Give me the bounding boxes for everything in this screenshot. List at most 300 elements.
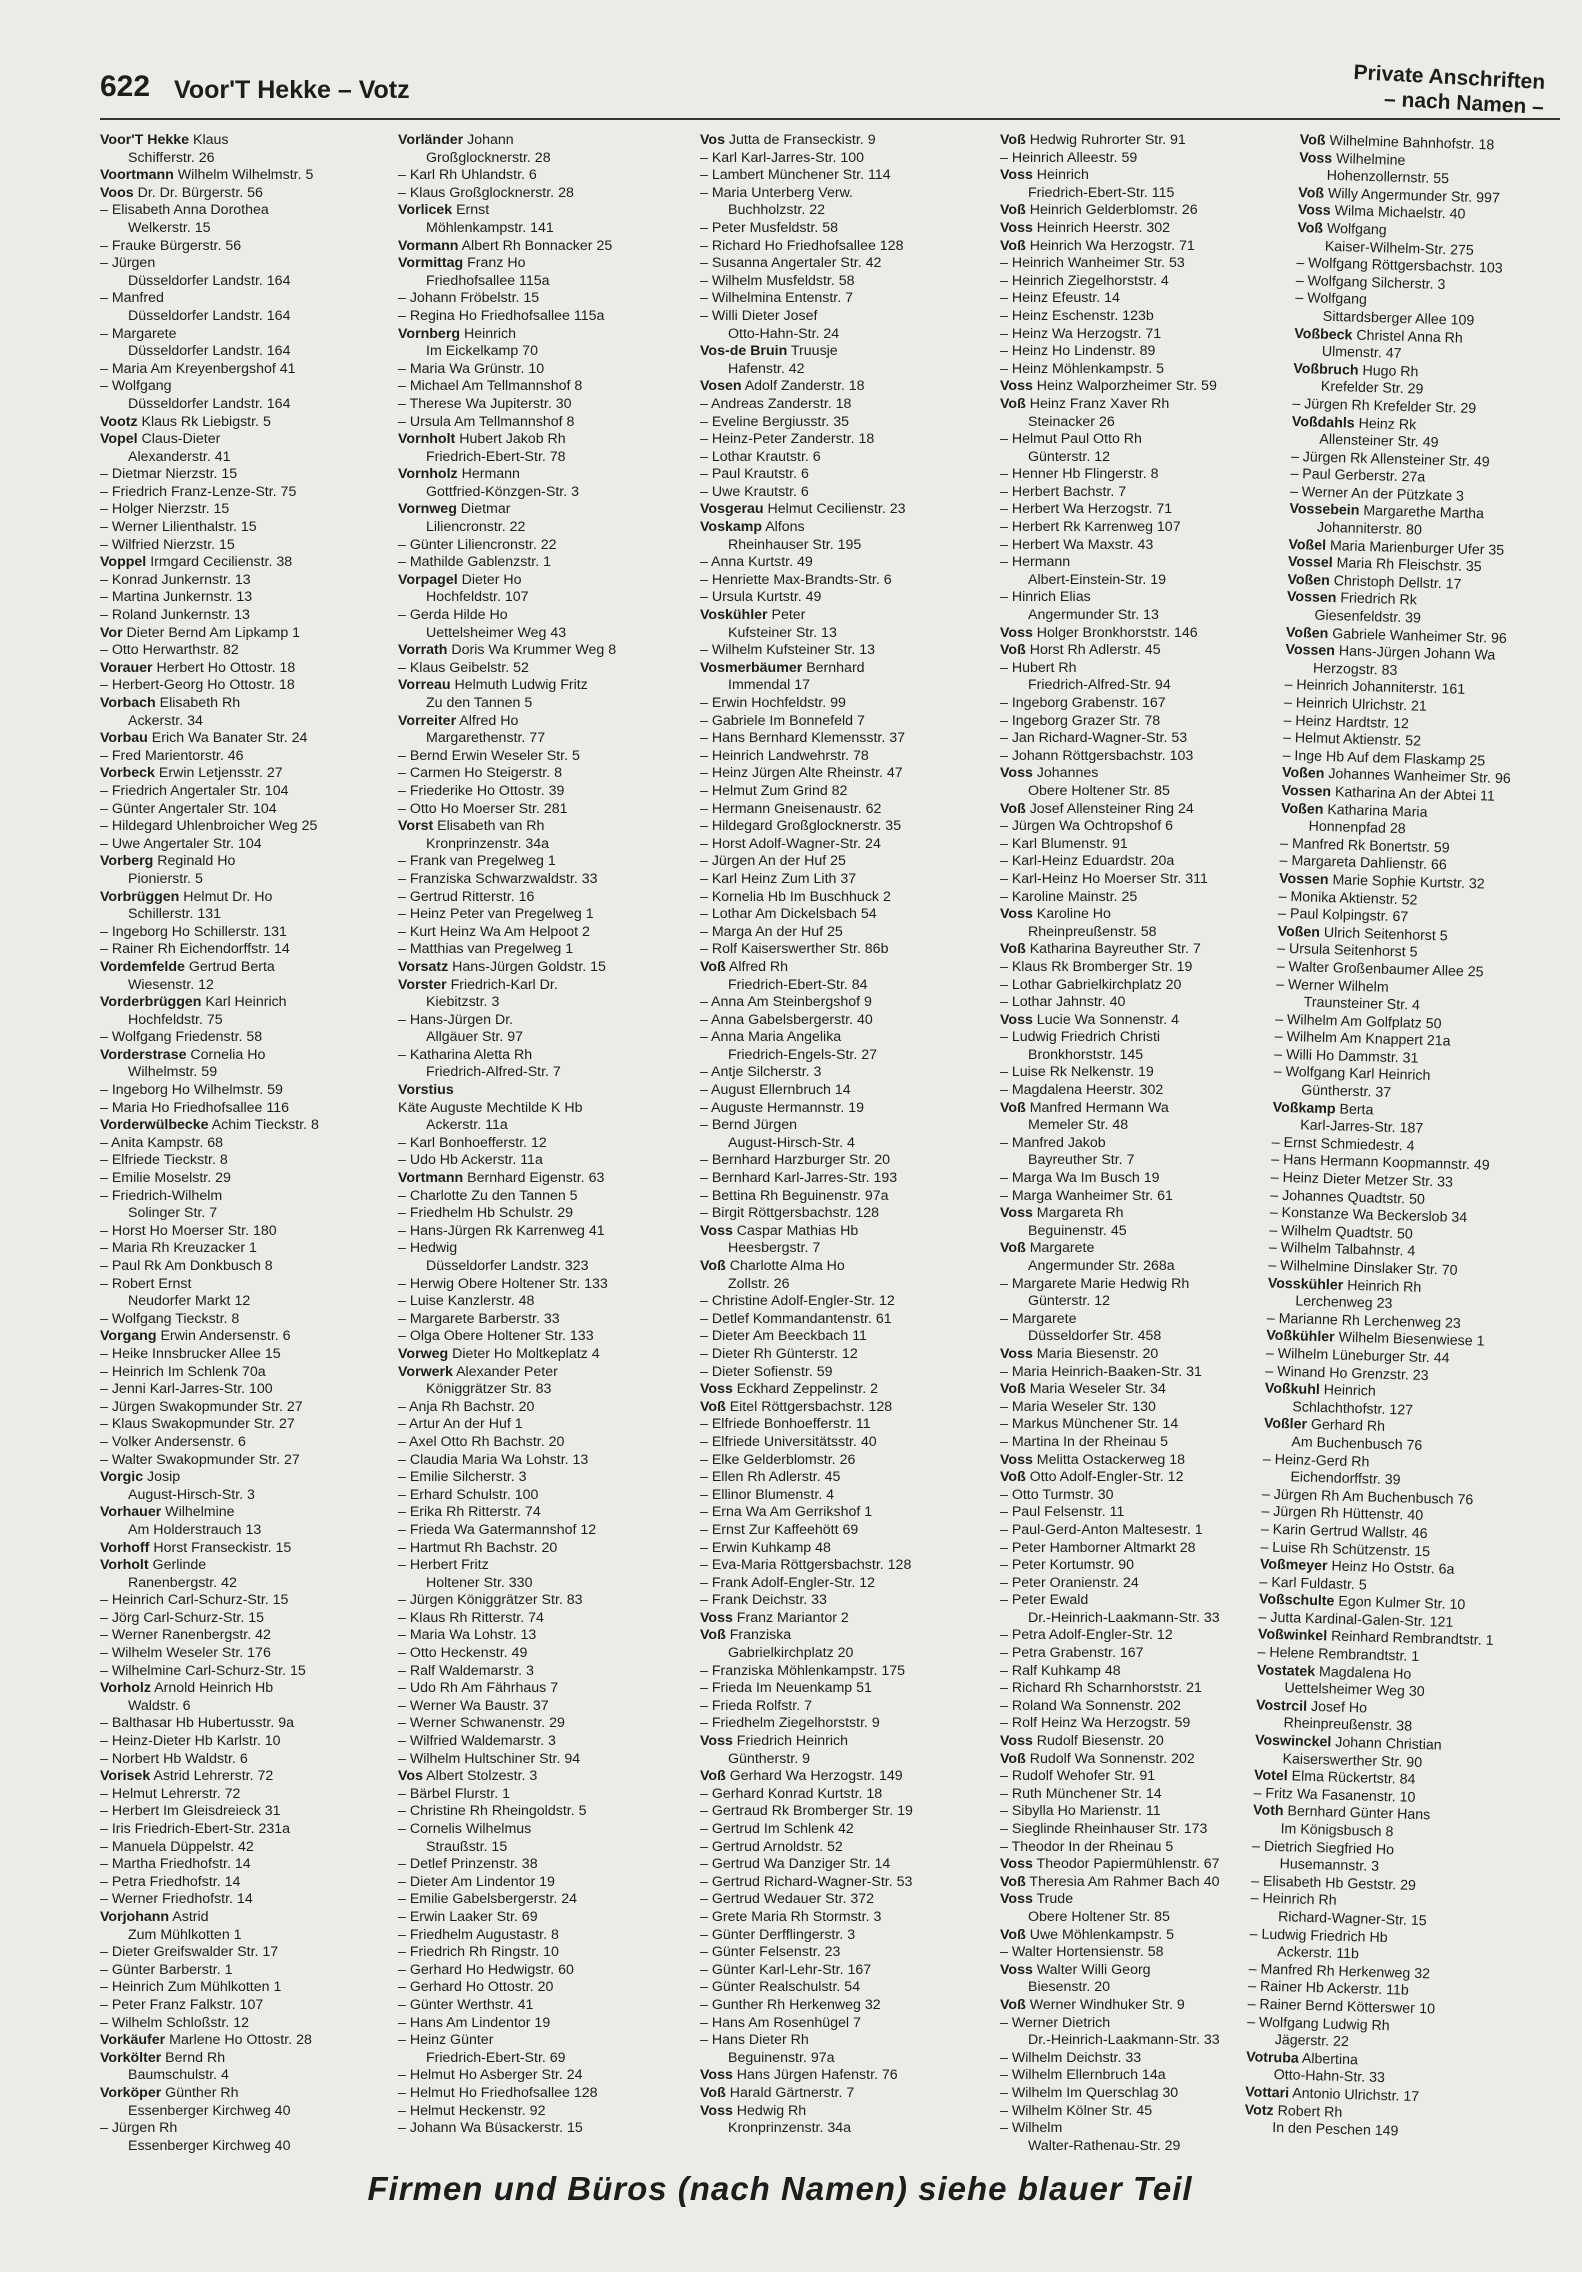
entry-text: Voss Heinz Walporzheimer Str. 59: [1000, 378, 1217, 395]
directory-entry: [700, 1768, 982, 1786]
entry-text: Voßwinkel Reinhard Rembrandtstr. 1: [1257, 1626, 1494, 1650]
entry-text: – Wilhelm Deichstr. 33: [1000, 2049, 1142, 2066]
directory-entry: [1000, 1346, 1282, 1364]
directory-entry: [700, 836, 982, 854]
directory-entry: [700, 1487, 982, 1505]
entry-address: Zum Mühlkotten 1: [128, 1926, 242, 1943]
directory-entry: [398, 2015, 680, 2033]
entry-text: Voss Hedwig Rh: [700, 2102, 807, 2119]
entry-text: – Bernd Erwin Weseler Str. 5: [398, 747, 580, 764]
directory-entry: [100, 1381, 382, 1399]
entry-text: – Helmut Lehrerstr. 72: [100, 1785, 241, 1802]
directory-entry: [700, 2015, 982, 2033]
entry-text: – Wilhelm Quadtstr. 50: [1269, 1222, 1414, 1243]
entry-text: – Wilhelm Lüneburger Str. 44: [1265, 1345, 1450, 1367]
entry-text: – Günter Derfflingerstr. 3: [700, 1926, 856, 1943]
entry-address: Friedrich-Engels-Str. 27: [728, 1046, 878, 1063]
entry-text: – Paul Felsenstr. 11: [1000, 1504, 1125, 1521]
entry-text: Vosmerbäumer Bernhard: [700, 659, 865, 676]
entry-text: – Maria Unterberg Verw.: [700, 184, 853, 201]
directory-entry: [700, 484, 982, 502]
entry-text: – Wolfgang: [100, 378, 172, 395]
entry-text: – Franziska Möhlenkampstr. 175: [700, 1662, 906, 1679]
entry-text: – Otto Heckenstr. 49: [398, 1645, 528, 1662]
entry-address: Biesenstr. 20: [1028, 1979, 1111, 1996]
entry-text: – Margareta Dahlienstr. 66: [1279, 853, 1447, 874]
directory-entry: [700, 1416, 982, 1434]
directory-entry: [700, 519, 982, 554]
entry-text: – Roland Junkernstr. 13: [100, 607, 250, 624]
entry-text: – Ingeborg Ho Wilhelmstr. 59: [100, 1082, 283, 1099]
entry-address: Kaiserswerther Str. 90: [1282, 1750, 1423, 1771]
directory-entry: [100, 1452, 382, 1470]
entry-text: – Ralf Kuhkamp 48: [1000, 1662, 1121, 1679]
directory-entry: [1000, 2050, 1282, 2068]
entry-address: Am Holderstrauch 13: [128, 1521, 262, 1538]
entry-text: – Rainer Bernd Kötterswег 10: [1247, 1996, 1436, 2018]
entry-text: – Gunther Rh Herkenweg 32: [700, 1996, 881, 2013]
entry-address: Rheinpreußenstr. 58: [1028, 923, 1157, 940]
directory-entry: [100, 1135, 382, 1153]
entry-address: Richard-Wagner-Str. 15: [1277, 1909, 1427, 1930]
directory-entry: [1000, 361, 1282, 379]
directory-entry: [700, 1152, 982, 1170]
entry-text: – Hans Am Rosenhügel 7: [700, 2014, 861, 2031]
directory-entry: [1000, 519, 1282, 537]
directory-entry: [700, 431, 982, 449]
directory-entry: [700, 449, 982, 467]
directory-entry: [398, 1680, 680, 1698]
directory-entry: [398, 1135, 680, 1153]
directory-entry: [1000, 1434, 1282, 1452]
directory-entry: [1000, 1504, 1282, 1522]
directory-entry: [700, 1188, 982, 1206]
entry-text: – Hans Bernhard Klemensstr. 37: [700, 730, 906, 747]
directory-entry: [398, 1909, 680, 1927]
entry-text: – Auguste Hermannstr. 19: [700, 1099, 865, 1116]
entry-text: – Martina Junkernstr. 13: [100, 589, 253, 606]
entry-text: – Wolfgang Röttgersbachstr. 103: [1296, 255, 1503, 277]
entry-address: Hohenzollernstr. 55: [1326, 167, 1450, 188]
entry-text: Voos Dr. Dr. Bürgerstr. 56: [100, 184, 263, 201]
entry-text: – Lothar Krautstr. 6: [700, 448, 821, 465]
directory-entry: [1000, 1399, 1282, 1417]
directory-entry: [398, 202, 680, 237]
entry-text: – Henriette Max-Brandts-Str. 6: [700, 571, 892, 588]
entry-text: – Frieda Wa Gatermannshof 12: [398, 1521, 597, 1538]
entry-text: Voskühler Peter: [700, 607, 806, 624]
directory-entry: [398, 1891, 680, 1909]
entry-text: – Heinz Eschenstr. 123b: [1000, 307, 1154, 324]
entry-text: – Friedhelm Ziegelhorststr. 9: [700, 1715, 880, 1732]
directory-entry: [700, 1979, 982, 1997]
directory-entry: [700, 185, 982, 220]
directory-entry: [100, 1328, 382, 1346]
directory-entry: [100, 1768, 382, 1786]
entry-text: Voßler Gerhard Rh: [1263, 1415, 1386, 1436]
entry-text: – Claudia Maria Wa Lohstr. 13: [398, 1451, 589, 1468]
entry-text: Vorberg Reginald Ho: [100, 853, 236, 870]
directory-entry: [700, 1698, 982, 1716]
directory-entry: [700, 1434, 982, 1452]
directory-entry: [398, 2032, 680, 2067]
entry-text: – Detlef Prinzenstr. 38: [398, 1856, 538, 1873]
entry-text: Vorster Friedrich-Karl Dr.: [398, 976, 558, 993]
entry-text: – Anna Maria Angelika: [700, 1029, 842, 1046]
entry-text: – Hildegard Großglocknerstr. 35: [700, 818, 902, 835]
entry-text: – Wilhelmine Carl-Schurz-Str. 15: [100, 1662, 306, 1679]
entry-address: Obere Holtener Str. 85: [1028, 1908, 1170, 1925]
entry-text: – Elfriede Tieckstr. 8: [100, 1152, 228, 1169]
directory-entry: [700, 414, 982, 432]
directory-entry: [1000, 1029, 1282, 1064]
entry-text: – Günter Barberstr. 1: [100, 1961, 233, 1978]
entry-text: Voß Gerhard Wa Herzogstr. 149: [700, 1768, 903, 1785]
page-title: Voor'T Hekke – Votz: [174, 76, 410, 104]
entry-text: – Kurt Heinz Wa Am Helpoot 2: [398, 923, 590, 940]
entry-address: Solinger Str. 7: [128, 1205, 218, 1222]
directory-entry: [700, 589, 982, 607]
entry-address: Königgrätzer Str. 83: [426, 1381, 552, 1398]
entry-text: – Cornelis Wilhelmus: [398, 1821, 532, 1837]
entry-text: – Marga Wanheimer Str. 61: [1000, 1187, 1173, 1204]
directory-entry: [398, 1012, 680, 1047]
entry-text: – Theodor In der Rheinau 5: [1000, 1838, 1174, 1855]
directory-entry: [100, 765, 382, 783]
entry-text: Voßmeyer Heinz Ho Oststr. 6a: [1259, 1556, 1455, 1578]
directory-entry: [100, 167, 382, 185]
entry-text: – Werner Wa Baustr. 37: [398, 1697, 549, 1714]
entry-text: Voßen Katharina Maria: [1280, 800, 1428, 821]
entry-text: – Dietmar Nierzstr. 15: [100, 466, 238, 483]
entry-text: – Detlef Kommandantenstr. 61: [700, 1310, 892, 1327]
directory-entry: [398, 1188, 680, 1206]
directory-entry: [100, 1803, 382, 1821]
entry-address: Otto-Hahn-Str. 24: [728, 325, 840, 342]
entry-text: – Christine Rh Rheingoldstr. 5: [398, 1803, 587, 1820]
directory-entry: [700, 1540, 982, 1558]
entry-text: – Klaus Großglocknerstr. 28: [398, 184, 574, 201]
directory-entry: [1000, 396, 1282, 431]
entry-text: – Friedrich Franz-Lenze-Str. 75: [100, 483, 297, 500]
directory-entry: [700, 1627, 982, 1662]
directory-entry: [1000, 1100, 1282, 1135]
entry-text: – Friedrich Angertaler Str. 104: [100, 782, 289, 799]
directory-column-5: [1244, 132, 1582, 2140]
entry-text: Voß Willy Angermunder Str. 997: [1298, 184, 1501, 207]
entry-address: Günterstr. 12: [1028, 1293, 1111, 1310]
entry-text: – Robert Ernst: [100, 1275, 192, 1292]
entry-text: – Anja Rh Bachstr. 20: [398, 1398, 535, 1415]
entry-text: Vossen Friedrich Rk: [1286, 589, 1418, 609]
entry-text: Vorpagel Dieter Ho: [398, 571, 522, 588]
directory-entry: [1000, 2103, 1282, 2121]
directory-entry: [100, 853, 382, 888]
entry-text: – Dieter Am Lindentor 19: [398, 1873, 555, 1890]
directory-entry: [700, 1944, 982, 1962]
directory-entry: [100, 414, 382, 432]
section-label-line1: Private Anschriften: [1353, 60, 1546, 94]
directory-entry: [398, 2067, 680, 2085]
entry-address: Ackerstr. 34: [128, 712, 203, 729]
entry-text: – Jenni Karl-Jarres-Str. 100: [100, 1381, 273, 1398]
entry-text: – Gerhard Ho Hedwigstr. 60: [398, 1961, 574, 1978]
entry-text: – Hildegard Uhlenbroicher Weg 25: [100, 818, 318, 835]
entry-text: – Friedhelm Augustastr. 8: [398, 1926, 559, 1943]
directory-entry: [398, 1698, 680, 1716]
directory-entry: [700, 1170, 982, 1188]
entry-text: – Wolfgang Ludwig Rh: [1246, 2013, 1390, 2034]
entry-text: Vorbeck Erwin Letjensstr. 27: [100, 765, 283, 782]
directory-entry: [1000, 959, 1282, 977]
entry-text: – Gertrud Arnoldstr. 52: [700, 1838, 843, 1855]
entry-text: – Herbert Fritz: [398, 1557, 489, 1574]
entry-text: – Friedhelm Hb Schulstr. 29: [398, 1205, 574, 1222]
entry-text: – Heinrich Ulrichstr. 21: [1283, 694, 1427, 715]
directory-entry: [398, 977, 680, 1012]
entry-text: – Volker Andersenstr. 6: [100, 1433, 246, 1450]
entry-address: Heesbergstr. 7: [728, 1240, 821, 1257]
entry-address: Essenberger Kirchweg 40: [128, 2137, 291, 2154]
directory-entry: [398, 414, 680, 432]
entry-text: Voss Franz Mariantor 2: [700, 1609, 849, 1626]
entry-text: – Peter Hamborner Altmarkt 28: [1000, 1539, 1196, 1556]
directory-entry: [1000, 1364, 1282, 1382]
entry-text: – Ludwig Friedrich Hb: [1249, 1925, 1388, 1946]
directory-entry: [398, 1487, 680, 1505]
directory-entry: [398, 1645, 680, 1663]
entry-text: – Marianne Rh Lerchenweg 23: [1266, 1310, 1462, 1332]
entry-address: Holtener Str. 330: [426, 1574, 533, 1591]
directory-entry: [398, 1346, 680, 1364]
entry-text: – Margarete Marie Hedwig Rh: [1000, 1275, 1190, 1292]
directory-entry: [1000, 836, 1282, 854]
entry-text: Vornweg Dietmar: [398, 501, 511, 518]
entry-text: Vorjohann Astrid: [100, 1908, 209, 1925]
entry-text: – Hermann: [1000, 554, 1071, 571]
directory-entry: [100, 1557, 382, 1592]
entry-text: – Peter Ewald: [1000, 1592, 1089, 1609]
entry-address: Günterstr. 12: [1028, 448, 1111, 465]
entry-text: – Udo Hb Ackerstr. 11a: [398, 1152, 543, 1169]
entry-text: – Iris Friedrich-Ebert-Str. 231a: [100, 1821, 291, 1837]
directory-entry: [398, 1522, 680, 1540]
directory-entry: [100, 660, 382, 678]
directory-entry: [1000, 2085, 1282, 2103]
entry-text: – Emilie Gabelsbergerstr. 24: [398, 1891, 578, 1908]
entry-text: Voß Heinrich Wa Herzogstr. 71: [1000, 237, 1195, 254]
directory-entry: [100, 783, 382, 801]
entry-text: – Winand Ho Grenzstr. 23: [1265, 1363, 1429, 1384]
entry-text: – Manfred: [100, 290, 164, 307]
entry-text: – Karl Karl-Jarres-Str. 100: [700, 149, 865, 166]
directory-entry: [700, 1733, 982, 1768]
entry-text: – Erna Wa Am Gerrikshof 1: [700, 1504, 873, 1521]
entry-text: – Heinz Möhlenkampstr. 5: [1000, 360, 1165, 377]
directory-entry: [1000, 1786, 1282, 1804]
directory-entry: [700, 554, 982, 572]
entry-address: Im Eickelkamp 70: [426, 343, 538, 360]
directory-entry: [700, 959, 982, 994]
directory-entry: [100, 290, 382, 325]
directory-entry: [100, 2015, 382, 2033]
directory-entry: [100, 1364, 382, 1382]
entry-address: Alexanderstr. 41: [128, 448, 231, 465]
entry-address: Sittardsberger Allee 109: [1322, 308, 1475, 329]
directory-entry: [1000, 748, 1282, 766]
entry-text: – Ingeborg Grabenstr. 167: [1000, 695, 1166, 711]
directory-entry: [700, 1082, 982, 1100]
entry-address: Gabrielkirchplatz 20: [728, 1645, 854, 1662]
entry-text: – Gertrud Wedauer Str. 372: [700, 1891, 875, 1908]
entry-text: – Martina In der Rheinau 5: [1000, 1433, 1168, 1450]
entry-text: Voss Margareta Rh: [1000, 1205, 1124, 1222]
directory-entry: [1000, 1733, 1282, 1751]
entry-text: – Petra Grabenstr. 167: [1000, 1645, 1144, 1662]
directory-entry: [398, 889, 680, 907]
entry-text: – Antje Silcherstr. 3: [700, 1064, 822, 1081]
entry-text: – Wolfgang Friedenstr. 58: [100, 1029, 263, 1046]
entry-text: Voss Lucie Wa Sonnenstr. 4: [1000, 1011, 1180, 1028]
entry-text: – Henner Hb Flingerstr. 8: [1000, 466, 1159, 483]
directory-entry: [398, 1557, 680, 1592]
directory-entry: [1000, 1557, 1282, 1575]
directory-entry: [1000, 1575, 1282, 1593]
directory-entry: [700, 1909, 982, 1927]
entry-address: Giesenfeldstr. 39: [1314, 607, 1422, 627]
directory-entry: [100, 1434, 382, 1452]
entry-text: Voß Wolfgang: [1297, 219, 1387, 239]
entry-address: Immendal 17: [728, 677, 811, 694]
directory-entry: [398, 1997, 680, 2015]
entry-text: – Ralf Waldemarstr. 3: [398, 1662, 534, 1679]
entry-text: – Matthias van Pregelweg 1: [398, 941, 574, 958]
entry-text: – Eveline Bergiusstr. 35: [700, 413, 850, 430]
entry-text: – Franziska Schwarzwaldstr. 33: [398, 870, 598, 887]
directory-entry: [398, 1364, 680, 1399]
directory-entry: [1000, 484, 1282, 502]
entry-address: Essenberger Kirchweg 40: [128, 2102, 291, 2119]
directory-entry: [100, 326, 382, 361]
entry-address: Bronkhorststr. 145: [1028, 1046, 1144, 1063]
directory-entry: [1000, 1680, 1282, 1698]
directory-entry: [100, 1874, 382, 1892]
entry-address: Rheinhauser Str. 195: [728, 536, 862, 553]
entry-text: – Maria Weseler Str. 130: [1000, 1398, 1156, 1415]
directory-entry: [100, 889, 382, 924]
header-rule: [100, 118, 1560, 120]
entry-text: – Wilhelm Am Golfplatz 50: [1274, 1011, 1442, 1032]
entry-text: Vorreau Helmuth Ludwig Fritz: [398, 677, 588, 694]
directory-entry: [700, 1839, 982, 1857]
directory-entry: [1000, 871, 1282, 889]
directory-entry: [398, 255, 680, 290]
directory-entry: [700, 290, 982, 308]
entry-address: Großglocknerstr. 28: [426, 149, 551, 166]
entry-address: Memeler Str. 48: [1028, 1117, 1129, 1134]
directory-entry: [700, 1663, 982, 1681]
directory-entry: [1000, 1487, 1282, 1505]
entry-text: Vorländer Johann: [398, 132, 514, 148]
entry-text: – Günter Angertaler Str. 104: [100, 800, 277, 817]
directory-entry: [398, 1962, 680, 1980]
entry-text: Voortmann Wilhelm Wilhelmstr. 5: [100, 167, 314, 184]
entry-address: Kufsteiner Str. 13: [728, 624, 837, 641]
entry-text: – Gerhard Ho Ottostr. 20: [398, 1979, 554, 1996]
entry-address: Friedrich-Ebert-Str. 115: [1028, 184, 1175, 201]
entry-text: – Gertrud Ritterstr. 16: [398, 888, 535, 905]
entry-text: Voßen Christoph Dellstr. 17: [1287, 571, 1462, 593]
directory-entry: [1000, 977, 1282, 995]
directory-entry: [1000, 554, 1282, 589]
directory-entry: [398, 959, 680, 977]
entry-text: – Wilfried Waldemarstr. 3: [398, 1733, 556, 1750]
entry-text: – Peter Franz Falkstr. 107: [100, 1996, 264, 2013]
entry-text: – Paul Gerberstr. 27a: [1290, 466, 1426, 486]
entry-text: Voskamp Alfons: [700, 519, 805, 536]
entry-text: – Günter Felsenstr. 23: [700, 1944, 841, 1961]
directory-entry: [398, 1715, 680, 1733]
directory-entry: [700, 941, 982, 959]
entry-text: – Ellen Rh Adlerstr. 45: [700, 1469, 841, 1486]
directory-entry: [1000, 906, 1282, 941]
directory-entry: [100, 1733, 382, 1751]
entry-text: – Heinz Wa Herzogstr. 71: [1000, 325, 1162, 342]
directory-entry: [398, 801, 680, 819]
entry-text: – Herbert Im Gleisdreieck 31: [100, 1803, 281, 1820]
entry-text: Voss Caspar Mathias Hb: [700, 1222, 859, 1239]
entry-text: Voß Werner Windhuker Str. 9: [1000, 1996, 1185, 2013]
entry-text: Vorbrüggen Helmut Dr. Ho: [100, 888, 273, 905]
entry-text: Vos Albert Stolzestr. 3: [398, 1768, 538, 1785]
entry-text: – Maria Wa Lohstr. 13: [398, 1627, 537, 1644]
entry-text: – Christine Adolf-Engler-Str. 12: [700, 1293, 895, 1310]
entry-text: Voß Heinrich Gelderblomstr. 26: [1000, 202, 1198, 219]
entry-text: – Herbert Bachstr. 7: [1000, 483, 1127, 500]
entry-text: – Erwin Laaker Str. 69: [398, 1908, 538, 1925]
directory-entry: [398, 1786, 680, 1804]
entry-address: Düsseldorfer Landstr. 164: [128, 395, 291, 412]
entry-text: – Wolfgang Tieckstr. 8: [100, 1310, 240, 1327]
directory-entry: [398, 853, 680, 871]
entry-text: – Werner An der Pützkate 3: [1289, 483, 1465, 505]
directory-entry: [700, 1680, 982, 1698]
entry-text: – Günter Liliencronstr. 22: [398, 536, 557, 553]
entry-address: Am Buchenbusch 76: [1291, 1434, 1423, 1454]
directory-entry: [398, 396, 680, 414]
entry-text: Vormittag Franz Ho: [398, 255, 526, 272]
entry-text: – Horst Ho Moerser Str. 180: [100, 1222, 277, 1239]
entry-address: Kronprinzenstr. 34a: [728, 2120, 852, 2137]
entry-text: Voss Theodor Papiermühlenstr. 67: [1000, 1856, 1220, 1873]
entry-text: Voßkamp Berta: [1272, 1099, 1374, 1119]
entry-address: Friedrich-Alfred-Str. 94: [1028, 677, 1171, 694]
directory-entry: [398, 941, 680, 959]
directory-entry: [100, 1751, 382, 1769]
entry-text: – Regina Ho Friedhofsallee 115a: [398, 307, 605, 324]
entry-address: Karl-Jarres-Str. 187: [1300, 1117, 1424, 1138]
entry-text: Vorhauer Wilhelmine: [100, 1504, 235, 1521]
entry-text: – Maria Wa Grünstr. 10: [398, 360, 545, 377]
entry-text: – Kornelia Hb Im Buschhuck 2: [700, 888, 891, 905]
entry-text: – Günter Realschulstr. 54: [700, 1979, 861, 1996]
directory-entry: [1000, 132, 1282, 150]
entry-text: – Maria Ho Friedhofsallee 116: [100, 1099, 290, 1116]
directory-entry: [100, 1540, 382, 1558]
entry-address: Albert-Einstein-Str. 19: [1028, 571, 1166, 588]
directory-columns: [100, 132, 1545, 2154]
entry-text: – Helmut Ho Asberger Str. 24: [398, 2067, 583, 2084]
